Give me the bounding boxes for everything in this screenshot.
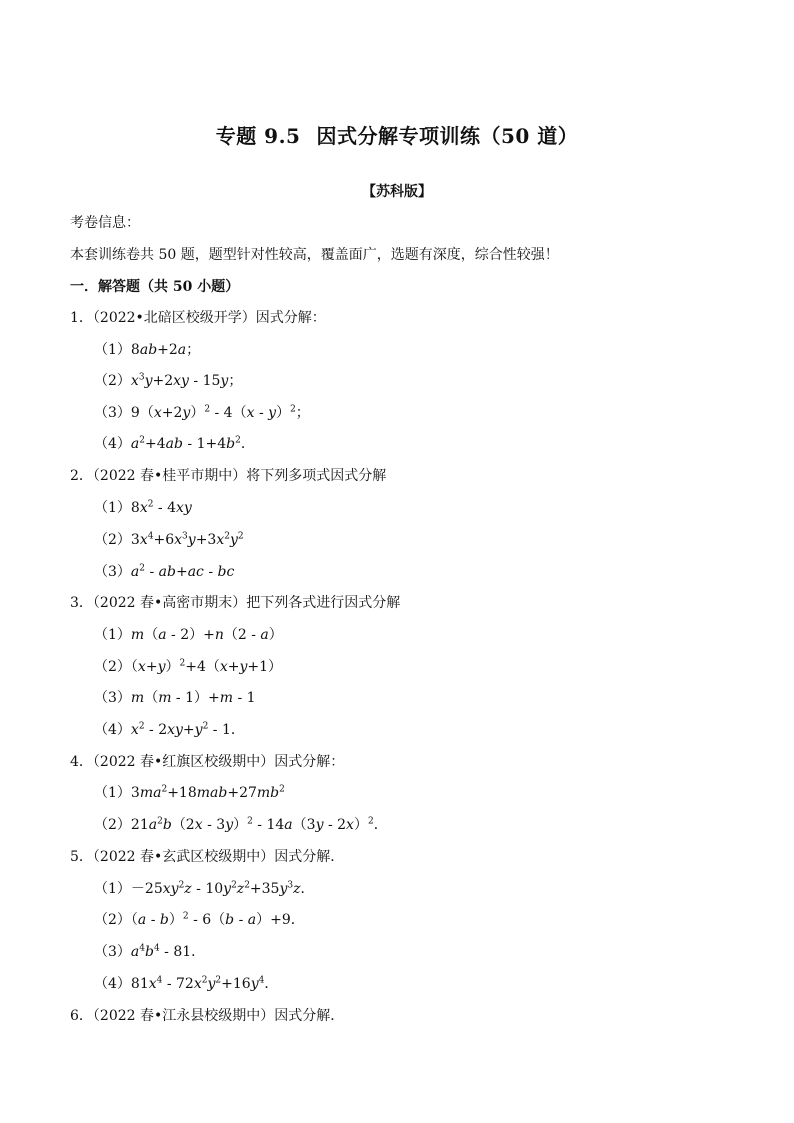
problem-3-item-4: $(4)x^2 - 2xy+y^2 - 1$． <box>94 721 245 738</box>
problem-1-item-4: $(4)a^2+4ab - 1+4b^2$． <box>94 435 255 452</box>
problem-5-stem: 5．（2022 春•玄武区校级期中）因式分解． <box>70 849 345 865</box>
problem-2-stem: 2．（2022 春•桂平市期中）将下列多项式因式分解 <box>70 468 387 484</box>
problem-1-stem: 1．（2022•北碚区校级开学）因式分解： <box>70 310 326 326</box>
problem-4-item-2: $(2)21a^2b(2x - 3y)^2 - 14a(3y - 2x)^2$． <box>94 816 388 833</box>
page-title <box>0 120 794 149</box>
section-heading: 一．解答题（共 50 小题） <box>70 279 240 295</box>
problem-5-item-4: $(4)81x^4 - 72x^2y^2+16y^4$． <box>94 975 279 992</box>
info-label: 考卷信息： <box>70 215 140 231</box>
problem-4-stem: 4．（2022 春•红旗区校级期中）因式分解： <box>70 754 345 770</box>
problem-3-item-3: （3）m（m - 1）+m - 1 <box>94 690 256 706</box>
info-description: 本套训练卷共 50 题，题型针对性较高，覆盖面广，选题有深度，综合性较强！ <box>70 247 559 263</box>
problem-1-item-3: $(3)9(x+2y)^2 - 4(x - y)^2$； <box>94 404 310 421</box>
problem-5-item-3: $(3)a^4b^4 - 81$． <box>94 943 206 960</box>
problem-2-item-3: $(3)a^2 - ab+ac$ - bc <box>94 563 235 580</box>
problem-3-stem: 3．（2022 春•高密市期末）把下列各式进行因式分解 <box>70 595 401 611</box>
problem-1-item-2: $(2)x^3y+2xy - 15y$； <box>94 372 243 389</box>
problem-4-item-1: $(1)3ma^2+18mab+27mb^2$ <box>94 784 285 801</box>
problem-3-item-2: $(2)(x+y)^2+4(x+y+1)$ <box>94 658 283 675</box>
problem-2-item-1: $(1)8x^2 - 4xy$ <box>94 499 192 516</box>
title-prefix: 专题 9.5 <box>215 124 301 148</box>
edition-label: 【苏科版】 <box>362 184 432 200</box>
problem-6-stem: 6．（2022 春•江永县校级期中）因式分解． <box>70 1008 345 1024</box>
problem-5-item-1: $(1)-25xy^2z - 10y^2z^2+35y^3z$． <box>94 880 315 897</box>
problem-5-item-2: （2）（a - b）$^2$ - 6（b - a）+9． <box>94 911 305 928</box>
problem-2-item-2: $(2)3x^4+6x^3y+3x^2y^2$ <box>94 531 244 548</box>
problem-3-item-1: （1）m（a - 2）+n（2 - a） <box>94 627 283 643</box>
problem-1-item-1: （1）8ab+2a； <box>94 342 201 358</box>
title-main: 因式分解专项训练（50 道） <box>316 124 579 148</box>
